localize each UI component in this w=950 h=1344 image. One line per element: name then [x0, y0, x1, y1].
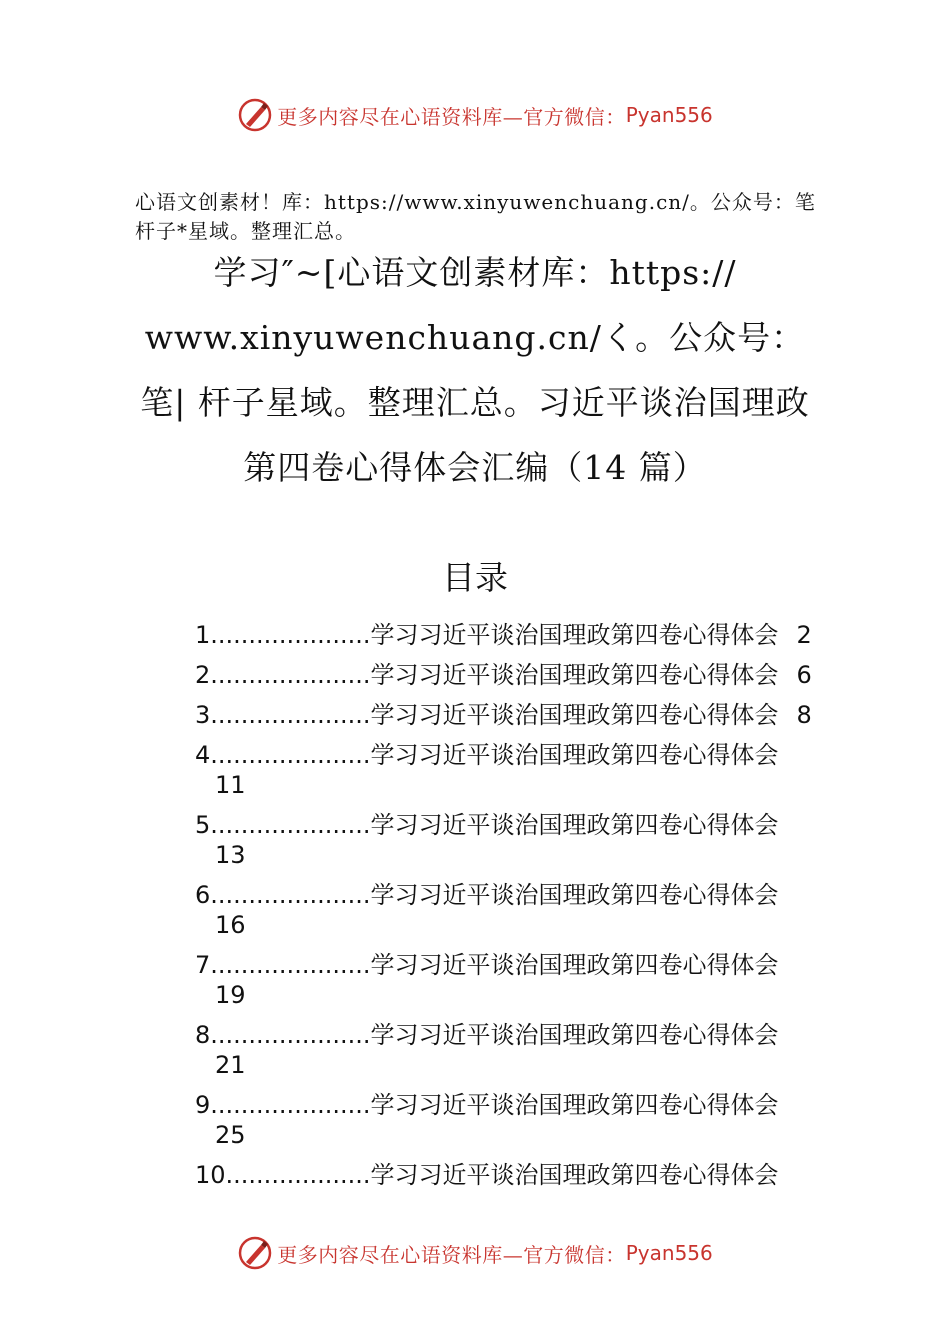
toc-entry-label: 2.....................学习习近平谈治国理政第四卷心得体会 [195, 661, 779, 689]
banner-text: 更多内容尽在心语资料库—官方微信： [277, 1242, 626, 1267]
table-of-contents [195, 620, 855, 1190]
toc-entry[interactable] [195, 950, 855, 1010]
banner-wechat-id: Pyan556 [625, 1241, 713, 1265]
toc-entry-label: 8.....................学习习近平谈治国理政第四卷心得体会 [195, 1021, 779, 1049]
toc-entry[interactable] [195, 1090, 855, 1150]
toc-entry-page: 2 [796, 621, 812, 649]
toc-entry-label: 9.....................学习习近平谈治国理政第四卷心得体会 [195, 1091, 779, 1119]
toc-entry[interactable] [195, 1020, 855, 1080]
toc-entry-page: 11 [215, 771, 246, 799]
toc-entry-label: 6.....................学习习近平谈治国理政第四卷心得体会 [195, 881, 779, 909]
toc-entry[interactable] [195, 700, 855, 730]
toc-entry[interactable] [195, 740, 855, 800]
toc-entry[interactable] [195, 880, 855, 940]
footer-banner [0, 1233, 950, 1273]
toc-entry[interactable] [195, 620, 855, 650]
banner-wechat-id: Pyan556 [625, 103, 713, 127]
pen-seal-logo-icon [237, 1235, 273, 1271]
toc-entry-page: 19 [215, 981, 246, 1009]
header-note: 心语文创素材！库：https://www.xinyuwenchuang.cn/。公众号：笔杆子*星域。整理汇总。 [135, 190, 816, 243]
toc-entry-page: 21 [215, 1051, 246, 1079]
toc-entry-label: 7.....................学习习近平谈治国理政第四卷心得体会 [195, 951, 779, 979]
toc-entry-page: 16 [215, 911, 246, 939]
header-banner [0, 95, 950, 135]
toc-heading: 目录 [442, 558, 508, 597]
pen-seal-logo-icon [237, 97, 273, 133]
toc-entry-page: 6 [796, 661, 812, 689]
toc-entry-label: 3.....................学习习近平谈治国理政第四卷心得体会 [195, 701, 779, 729]
toc-entry-label: 4.....................学习习近平谈治国理政第四卷心得体会 [195, 741, 779, 769]
toc-entry-label: 1.....................学习习近平谈治国理政第四卷心得体会 [195, 621, 779, 649]
toc-entry-label: 5.....................学习习近平谈治国理政第四卷心得体会 [195, 811, 779, 839]
document-title: 学习″~[心语文创素材库：https:// www.xinyuwenchuang.cn/く。公众号：笔| 杆子星域。整理汇总。习近平谈治国理政第四卷心得体会汇编（14 篇） [140, 253, 810, 487]
toc-entry-page: 8 [796, 701, 812, 729]
toc-entry[interactable] [195, 660, 855, 690]
toc-entry[interactable] [195, 1160, 855, 1190]
toc-entry-label: 10...................学习习近平谈治国理政第四卷心得体会 [195, 1161, 779, 1189]
toc-entry-page: 25 [215, 1121, 246, 1149]
banner-text: 更多内容尽在心语资料库—官方微信： [277, 104, 626, 129]
toc-entry-page: 13 [215, 841, 246, 869]
toc-entry[interactable] [195, 810, 855, 870]
